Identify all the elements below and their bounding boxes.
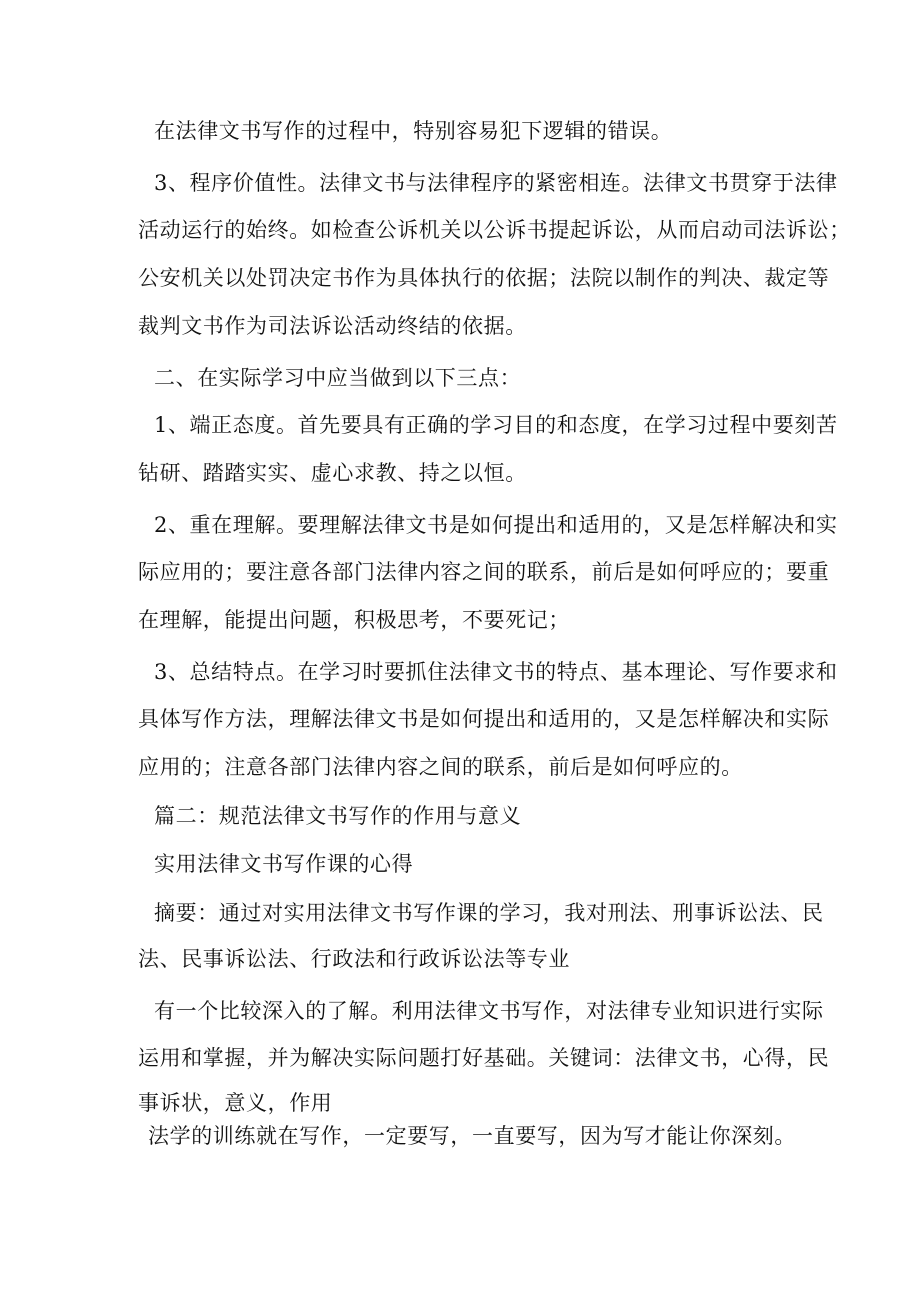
text-line-10: 际应用的；要注意各部门法律内容之间的联系，前后是如何呼应的；要重 — [138, 560, 830, 584]
text-line-7: 1、端正态度。首先要具有正确的学习目的和态度，在学习过程中要刻苦 — [154, 413, 838, 437]
text-line-11: 在理解，能提出问题，积极思考，不要死记； — [138, 608, 570, 632]
text-line-12: 3、总结特点。在学习时要抓住法律文书的特点、基本理论、写作要求和 — [154, 660, 838, 684]
text-line-5: 裁判文书作为司法诉讼活动终结的依据。 — [138, 314, 527, 338]
text-line-2: 3、程序价值性。法律文书与法律程序的紧密相连。法律文书贯穿于法律 — [154, 171, 838, 195]
text-line-22: 法学的训练就在写作，一定要写，一直要写，因为写才能让你深刻。 — [148, 1124, 796, 1148]
text-line-8: 钻研、踏踏实实、虚心求教、持之以恒。 — [138, 461, 527, 485]
text-line-19: 有一个比较深入的了解。利用法律文书写作，对法律专业知识进行实际 — [154, 999, 824, 1023]
text-line-16: 实用法律文书写作课的心得 — [154, 852, 414, 876]
text-line-1: 在法律文书写作的过程中，特别容易犯下逻辑的错误。 — [154, 119, 673, 143]
text-line-21: 事诉状，意义，作用 — [138, 1091, 333, 1115]
text-line-15: 篇二：规范法律文书写作的作用与意义 — [154, 804, 522, 828]
text-line-9: 2、重在理解。要理解法律文书是如何提出和适用的，又是怎样解决和实 — [154, 513, 838, 537]
text-line-6: 二、在实际学习中应当做到以下三点： — [154, 366, 522, 390]
text-line-20: 运用和掌握，并为解决实际问题打好基础。关键词：法律文书，心得，民 — [138, 1046, 830, 1070]
text-line-3: 活动运行的始终。如检查公诉机关以公诉书提起诉讼，从而启动司法诉讼； — [138, 218, 851, 242]
text-line-4: 公安机关以处罚决定书作为具体执行的依据；法院以制作的判决、裁定等 — [138, 266, 830, 290]
text-line-14: 应用的；注意各部门法律内容之间的联系，前后是如何呼应的。 — [138, 755, 743, 779]
text-line-18: 法、民事诉讼法、行政法和行政诉讼法等专业 — [138, 947, 570, 971]
text-line-17: 摘要：通过对实用法律文书写作课的学习，我对刑法、刑事诉讼法、民 — [154, 901, 824, 925]
text-line-13: 具体写作方法，理解法律文书是如何提出和适用的，又是怎样解决和实际 — [138, 707, 830, 731]
